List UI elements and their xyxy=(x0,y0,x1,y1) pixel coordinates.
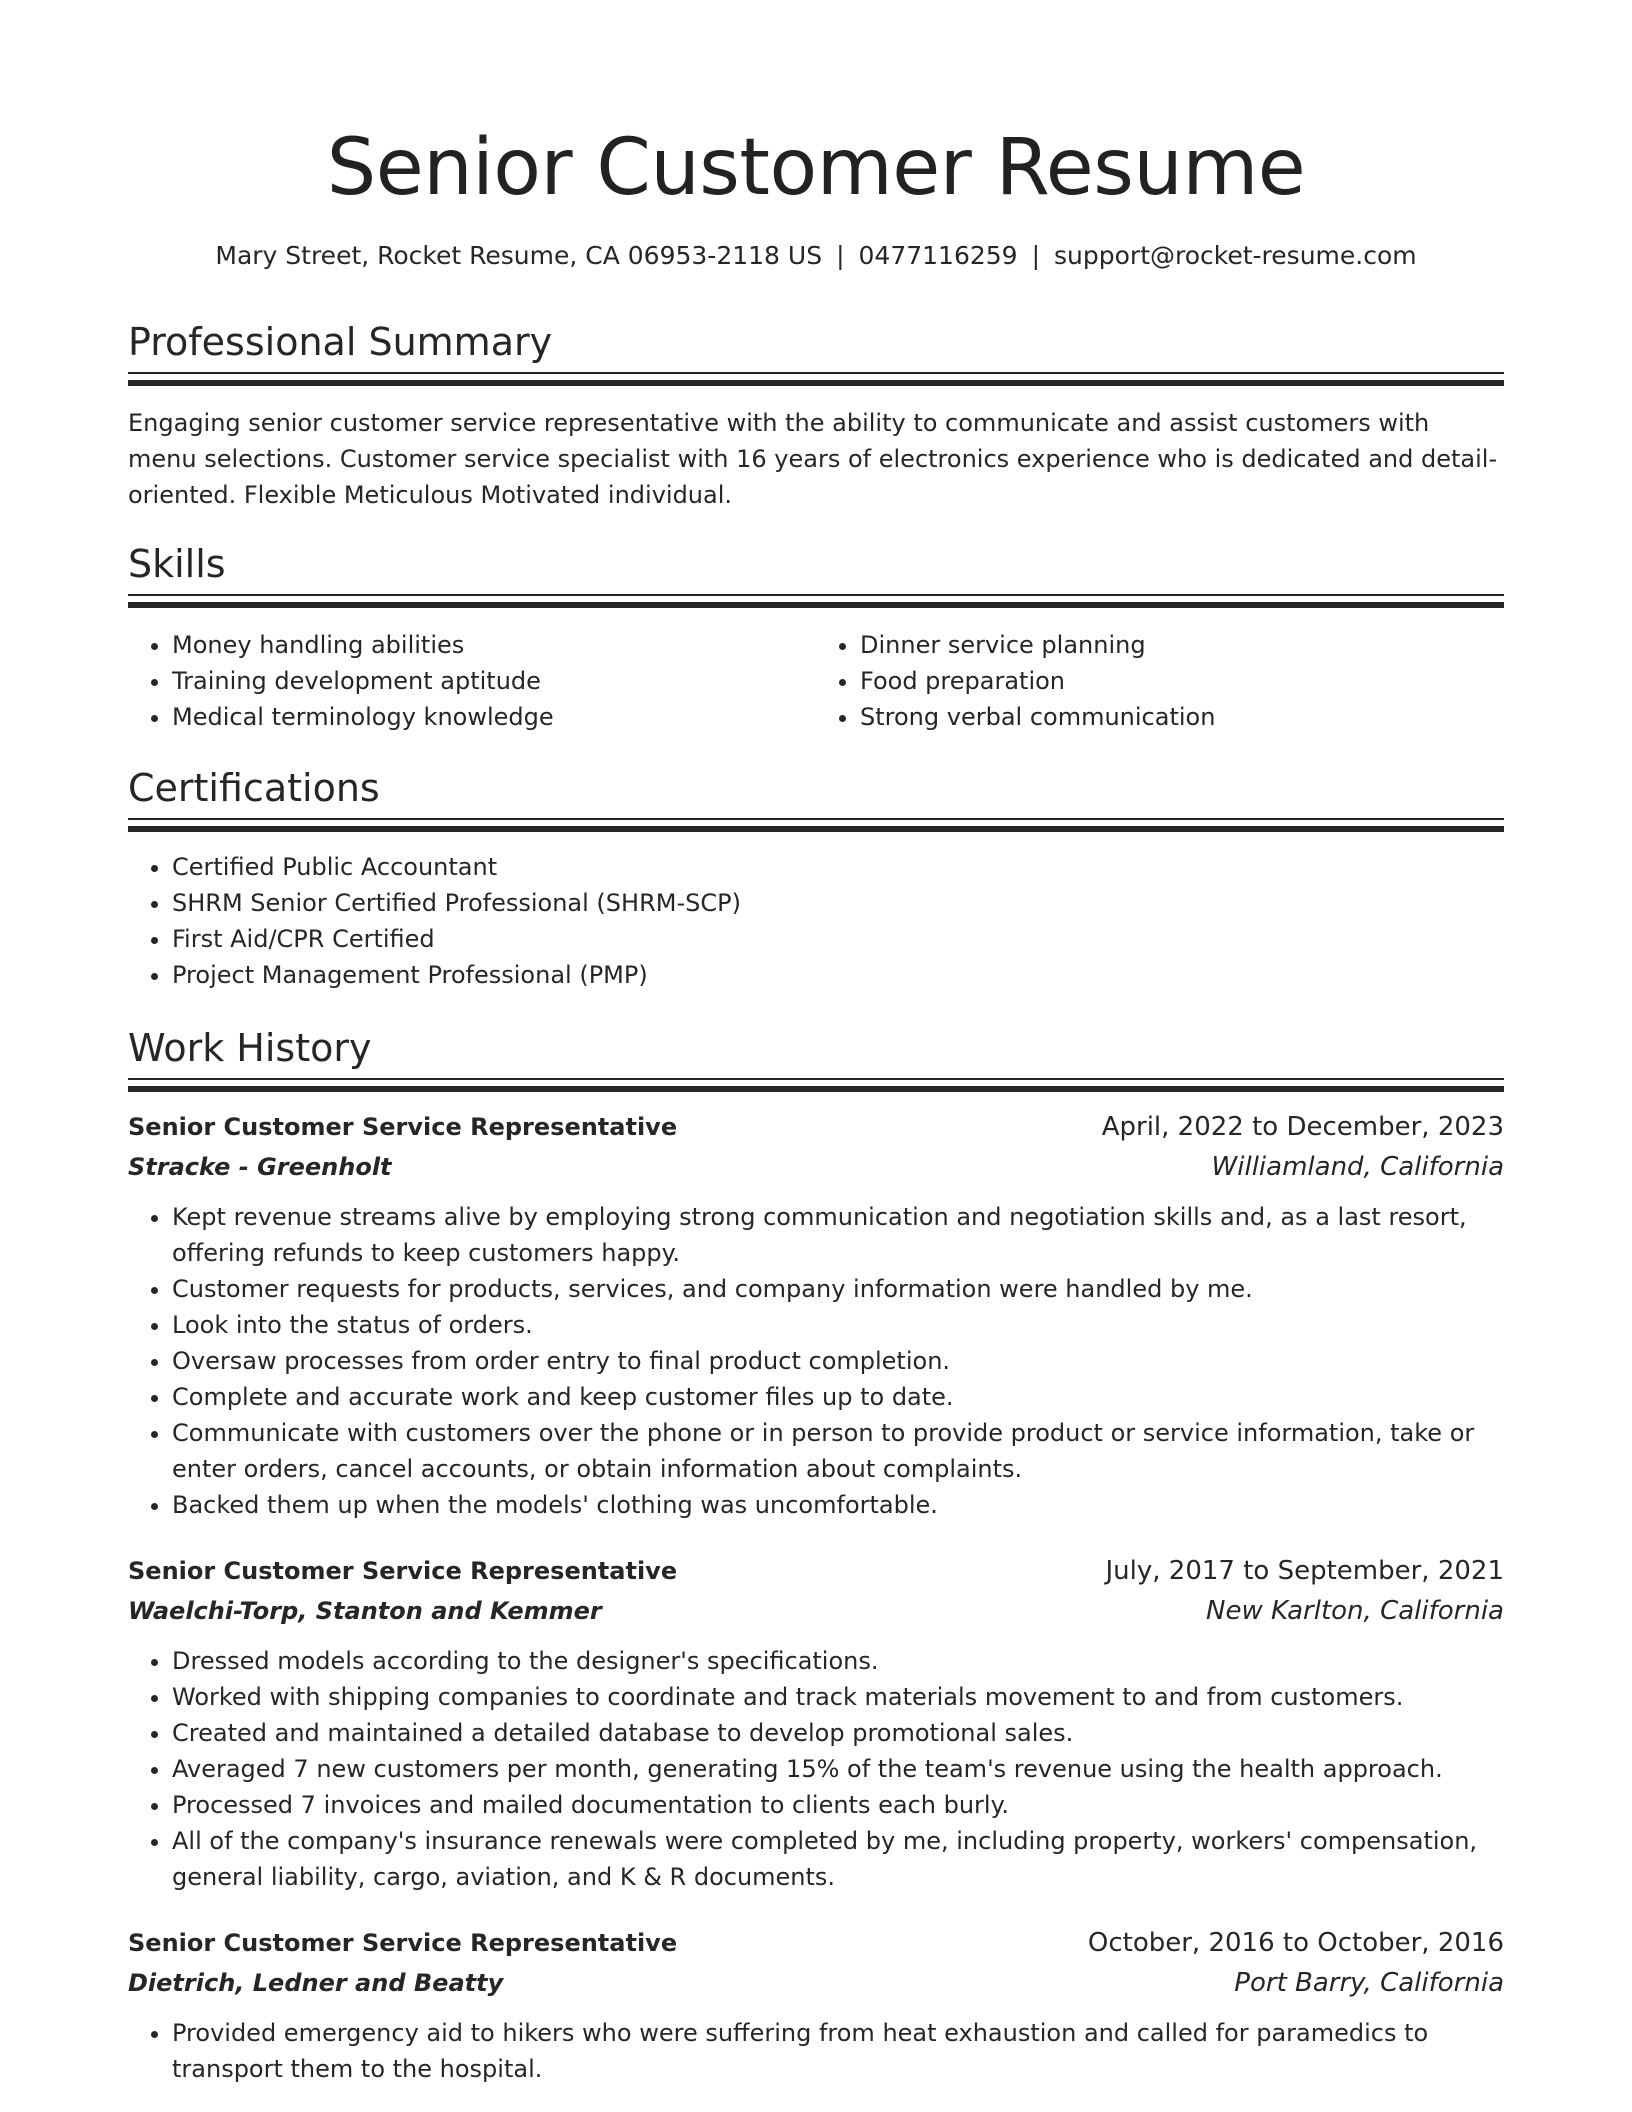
job-duty: • All of the company's insurance renewals were completed by me, including property, workers' compensation, general liability, cargo, aviation, and K & R documents. xyxy=(172,1823,1504,1895)
skill-item: • Dinner service planning xyxy=(860,627,1504,663)
job-duty: • Dressed models according to the designer's specifications. xyxy=(172,1643,1504,1679)
contact-phone: 0477116259 xyxy=(858,241,1018,270)
job-header xyxy=(128,1107,1504,1147)
job-dates: April, 2022 to December, 2023 xyxy=(1101,1112,1504,1142)
section-divider xyxy=(128,372,1504,387)
job-duty: • Complete and accurate work and keep customer files up to date. xyxy=(172,1379,1504,1415)
job-title: Senior Customer Service Representative xyxy=(128,1113,678,1141)
job-duty: • Averaged 7 new customers per month, generating 15% of the team's revenue using the health approach. xyxy=(172,1751,1504,1787)
contact-address: Mary Street, Rocket Resume, CA 06953-2118 US xyxy=(215,241,823,270)
skill-item: • Strong verbal communication xyxy=(860,699,1504,735)
section-divider xyxy=(128,1078,1504,1093)
section-heading: Work History xyxy=(128,1026,372,1070)
job-duty: • Processed 7 invoices and mailed documentation to clients each burly. xyxy=(172,1787,1504,1823)
section-divider xyxy=(128,818,1504,833)
job-subheader xyxy=(128,1591,1504,1631)
skill-item: • Medical terminology knowledge xyxy=(172,699,816,735)
certification-item: • Project Management Professional (PMP) xyxy=(172,957,1504,993)
contact-line xyxy=(0,238,1632,274)
job-duty: • Kept revenue streams alive by employing strong communication and negotiation skills and, as a last resort, offering refunds to keep customers happy. xyxy=(172,1199,1504,1271)
certifications-section xyxy=(128,764,1504,993)
skill-item: • Training development aptitude xyxy=(172,663,816,699)
job-location: Port Barry, California xyxy=(1234,1968,1504,1998)
job-duty: • Provided emergency aid to hikers who were suffering from heat exhaustion and called for paramedics to transport them to the hospital. xyxy=(172,2015,1504,2087)
job-duties-list xyxy=(128,1643,1504,1895)
job-entry xyxy=(128,1107,1504,1523)
job-location: New Karlton, California xyxy=(1206,1596,1504,1626)
skills-list-left xyxy=(128,627,816,735)
job-duty: • Look into the status of orders. xyxy=(172,1307,1504,1343)
certifications-list xyxy=(128,849,1504,993)
job-dates: July, 2017 to September, 2021 xyxy=(1105,1556,1504,1586)
professional-summary-section xyxy=(128,318,1504,513)
section-heading: Certifications xyxy=(128,766,380,810)
skill-item: • Money handling abilities xyxy=(172,627,816,663)
job-entry xyxy=(128,1923,1504,2087)
job-subheader xyxy=(128,1147,1504,1187)
job-entry xyxy=(128,1551,1504,1895)
contact-separator: | xyxy=(836,241,845,270)
work-history-section xyxy=(128,1024,1504,2087)
skills-columns xyxy=(128,627,1504,735)
certification-item: • SHRM Senior Certified Professional (SHRM-SCP) xyxy=(172,885,1504,921)
job-company: Waelchi-Torp, Stanton and Kemmer xyxy=(128,1597,602,1625)
section-heading: Professional Summary xyxy=(128,320,553,364)
summary-text: Engaging senior customer service representative with the ability to communicate and assist customers with menu selections. Customer service specialist with 16 years of electronics experience who is dedicated and detail-oriented. Flexible Meticulous Motivated individual. xyxy=(128,409,1498,509)
job-duties-list xyxy=(128,2015,1504,2087)
job-title: Senior Customer Service Representative xyxy=(128,1929,678,1957)
contact-separator: | xyxy=(1031,241,1041,270)
job-title: Senior Customer Service Representative xyxy=(128,1557,678,1585)
skills-section xyxy=(128,540,1504,735)
job-duty: • Customer requests for products, services, and company information were handled by me. xyxy=(172,1271,1504,1307)
contact-email[interactable]: support@rocket-resume.com xyxy=(1054,241,1417,270)
job-duties-list xyxy=(128,1199,1504,1523)
job-header xyxy=(128,1551,1504,1591)
job-duty: • Communicate with customers over the phone or in person to provide product or service information, take or enter orders, cancel accounts, or obtain information about complaints. xyxy=(172,1415,1504,1487)
job-duty: • Backed them up when the models' clothing was uncomfortable. xyxy=(172,1487,1504,1523)
skill-item: • Food preparation xyxy=(860,663,1504,699)
job-header xyxy=(128,1923,1504,1963)
resume-title: Senior Customer Resume xyxy=(326,123,1306,213)
section-heading: Skills xyxy=(128,542,226,586)
job-company: Dietrich, Ledner and Beatty xyxy=(128,1969,504,1997)
job-duty: • Created and maintained a detailed database to develop promotional sales. xyxy=(172,1715,1504,1751)
job-duty: • Oversaw processes from order entry to final product completion. xyxy=(172,1343,1504,1379)
job-location: Williamland, California xyxy=(1211,1152,1504,1182)
certification-item: • First Aid/CPR Certified xyxy=(172,921,1504,957)
job-company: Stracke - Greenholt xyxy=(128,1153,392,1181)
job-duty: • Worked with shipping companies to coordinate and track materials movement to and from customers. xyxy=(172,1679,1504,1715)
certification-item: • Certified Public Accountant xyxy=(172,849,1504,885)
job-subheader xyxy=(128,1963,1504,2003)
skills-list-right xyxy=(816,627,1504,735)
section-divider xyxy=(128,594,1504,609)
job-dates: October, 2016 to October, 2016 xyxy=(1087,1928,1504,1958)
